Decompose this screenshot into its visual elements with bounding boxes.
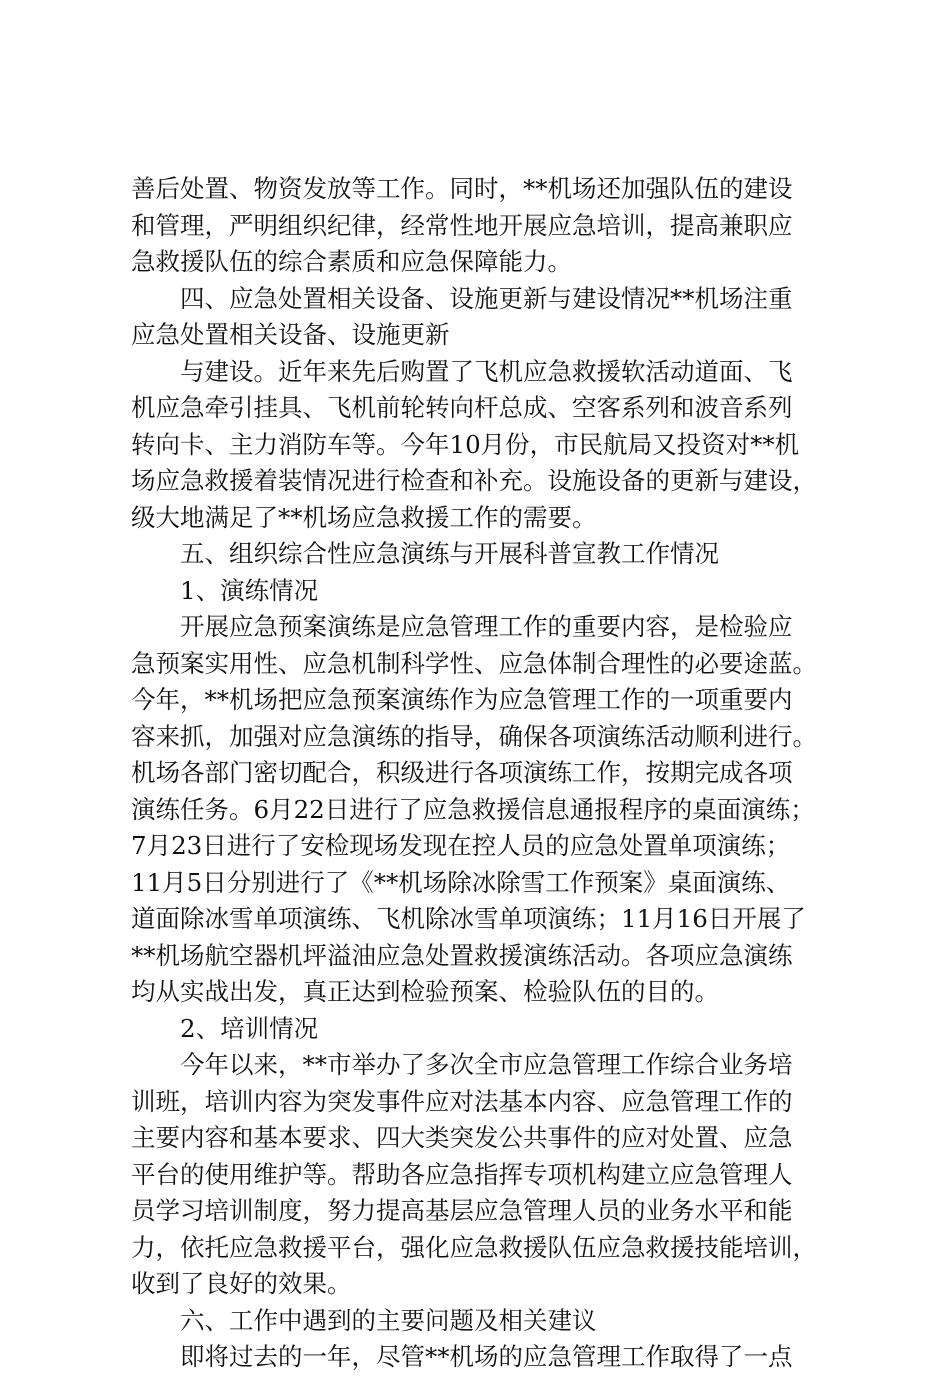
text-line: 力，依托应急救援平台，强化应急救援队伍应急救援技能培训，: [131, 1232, 817, 1262]
text-line: 2、培训情况: [180, 1013, 319, 1043]
text-line: 四、应急处置相关设备、设施更新与建设情况**机场注重: [180, 283, 793, 313]
text-line: 训班，培训内容为突发事件应对法基本内容、应急管理工作的: [131, 1086, 793, 1116]
text-line: 今年，**机场把应急预案演练作为应急管理工作的一项重要内: [131, 685, 793, 714]
text-line: 主要内容和基本要求、四大类突发公共事件的应对处置、应急: [131, 1123, 793, 1152]
text-line: 转向卡、主力消防车等。今年10月份，市民航局又投资对**机: [131, 429, 800, 459]
text-line: 与建设。近年来先后购置了飞机应急救援软活动道面、飞: [180, 356, 793, 386]
text-line: 机场各部门密切配合，积级进行各项演练工作，按期完成各项: [131, 758, 793, 787]
text-line: 员学习培训制度，努力提高基层应急管理人员的业务水平和能: [131, 1196, 793, 1225]
text-line: **机场航空器机坪溢油应急处置救援演练活动。各项应急演练: [131, 940, 793, 970]
text-line: 场应急救援着装情况进行检查和补充。设施设备的更新与建设，: [131, 466, 817, 495]
text-line: 道面除冰雪单项演练、飞机除冰雪单项演练；11月16日开展了: [131, 904, 806, 933]
text-line: 急预案实用性、应急机制科学性、应急体制合理性的必要途蓝。: [131, 648, 817, 678]
text-line: 容来抓，加强对应急演练的指导，确保各项演练活动顺利进行。: [131, 721, 817, 751]
text-line: 今年以来，**市举办了多次全市应急管理工作综合业务培: [180, 1050, 793, 1079]
text-line: 1、演练情况: [180, 575, 319, 605]
text-line: 五、组织综合性应急演练与开展科普宣教工作情况: [180, 539, 719, 568]
text-line: 和管理，严明组织纪律，经常性地开展应急培训，提高兼职应: [131, 210, 793, 240]
text-line: 收到了良好的效果。: [131, 1269, 352, 1298]
text-line: 11月5日分别进行了《**机场除冰除雪工作预案》桌面演练、: [131, 867, 791, 897]
text-line: 机应急牵引挂具、飞机前轮转向杆总成、空客系列和波音系列: [131, 393, 793, 422]
document-body: [131, 171, 831, 1376]
text-line: 应急处置相关设备、设施更新: [131, 320, 450, 349]
text-line: 级大地满足了**机场应急救援工作的需要。: [131, 502, 597, 532]
text-line: 7月23日进行了安检现场发现在控人员的应急处置单项演练；: [131, 831, 791, 860]
text-line: 善后处置、物资发放等工作。同时，**机场还加强队伍的建设: [131, 174, 793, 203]
text-line: 开展应急预案演练是应急管理工作的重要内容，是检验应: [180, 612, 793, 641]
text-line: 即将过去的一年，尽管**机场的应急管理工作取得了一点: [180, 1342, 793, 1371]
text-line: 六、工作中遇到的主要问题及相关建议: [180, 1305, 597, 1335]
text-line: 急救援队伍的综合素质和应急保障能力。: [131, 247, 572, 276]
text-line: 平台的使用维护等。帮助各应急指挥专项机构建立应急管理人: [131, 1159, 793, 1189]
text-line: 演练任务。6月22日进行了应急救援信息通报程序的桌面演练；: [131, 794, 815, 824]
text-line: 均从实战出发，真正达到检验预案、检验队伍的目的。: [131, 977, 719, 1006]
